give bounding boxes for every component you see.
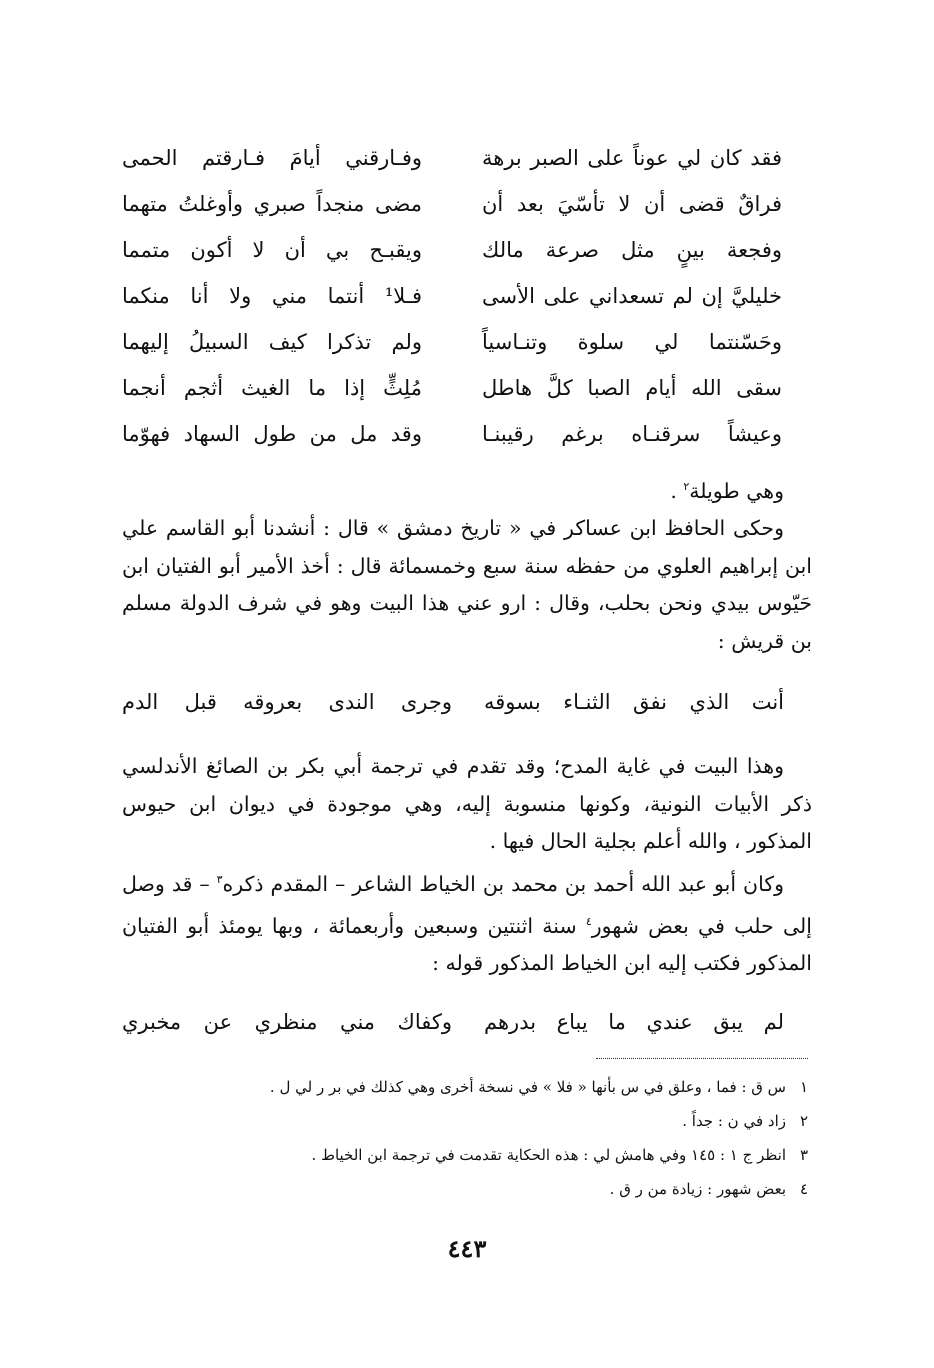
poem-verse bbox=[122, 227, 782, 273]
poem-verse bbox=[122, 135, 782, 181]
verse-second-hemistich: وقد مل من طول السهاد فهوّما bbox=[122, 422, 422, 446]
verse-second-hemistich: وكفاك مني منظري عن مخبري bbox=[122, 1010, 452, 1034]
verse-first-hemistich: فراقٌ قضى أن لا تأسّيَ بعد أن bbox=[482, 192, 782, 216]
verse-second-hemistich: ويقبـح بي أن لا أكون متمما bbox=[122, 238, 422, 262]
footnote-divider bbox=[596, 1058, 808, 1059]
verse-second-hemistich: ولم تذكرا كيف السبيلُ إليهما bbox=[122, 330, 422, 354]
footnote-text: انظر ج ١ : ١٤٥ وفي هامش لي : هذه الحكاية تقدمت في ترجمة ابن الخياط . bbox=[311, 1146, 786, 1164]
verse-first-hemistich: وعيشاً سرقنـاه برغم رقيبنـا bbox=[482, 422, 782, 446]
footnote-ref: ٤ bbox=[585, 914, 592, 928]
verse-first-hemistich: فقد كان لي عوناً على الصبر برهة bbox=[482, 146, 782, 170]
narrative-paragraph-1 bbox=[122, 468, 812, 660]
verse-first-hemistich: وحَسّنتما لي سلوة وتنـاسياً bbox=[482, 330, 782, 354]
footnote-text: س ق : فما ، وعلق في س بأنها « فلا » في نسخة أخرى وهي كذلك في بر ر لي ل . bbox=[269, 1078, 786, 1096]
footnote-text: بعض شهور : زيادة من ر ق . bbox=[609, 1180, 786, 1198]
footnote-number: ٤ bbox=[799, 1180, 808, 1198]
poem-verse bbox=[122, 319, 782, 365]
poem-block bbox=[122, 135, 782, 457]
verse-first-hemistich: خليليَّ إن لم تسعداني على الأسى bbox=[482, 284, 782, 308]
footnotes bbox=[122, 1070, 808, 1206]
verse-first-hemistich: أنت الذي نفق الثنـاء بسوقه bbox=[484, 690, 784, 714]
footnote-ref: ٢ bbox=[683, 480, 690, 493]
quoted-verse bbox=[122, 1002, 812, 1042]
verse-second-hemistich: مضى منجداً صبري وأوغلتُ متهما bbox=[122, 192, 422, 216]
footnote-text: زاد في ن : جداً . bbox=[682, 1112, 786, 1130]
paragraph-text: وكان أبو عبد الله أحمد بن محمد بن الخياط الشاعر – المقدم ذكره$^٣$ – قد وصل إلى حلب في بعض شهور$^٤$ سنة اثنتين وسبعين وأربعمائة ، وبها يومئذ أبو الفتيان المذكور فكتب إليه ابن الخياط المذكور قوله : bbox=[122, 871, 812, 976]
footnote bbox=[122, 1172, 808, 1206]
verse-first-hemistich: لم يبق عندي ما يباع بدرهم bbox=[484, 1010, 784, 1034]
footnote-ref: ٣ bbox=[216, 872, 223, 886]
page-number: ٤٤٣ bbox=[447, 1234, 487, 1263]
footnote bbox=[122, 1104, 808, 1138]
quoted-verse bbox=[122, 682, 812, 722]
verse-second-hemistich: وفـارقني أيامَ فـارقتم الحمى bbox=[122, 146, 422, 170]
paragraph-text: وحكى الحافظ ابن عساكر في « تاريخ دمشق » قال : أنشدنا أبو القاسم علي ابن إبراهيم العلوي من حفظه سنة سبع وخمسمائة قال : أخذ الأمير أبو الفتيان ابن حَيّوس بيدي ونحن بحلب، وقال : ارو عني هذا البيت وهو في شرف الدولة مسلم بن قريش : bbox=[122, 516, 812, 653]
narrative-paragraph-2 bbox=[122, 748, 812, 983]
footnote-number: ٣ bbox=[799, 1146, 808, 1164]
footnote bbox=[122, 1138, 808, 1172]
poem-verse bbox=[122, 273, 782, 319]
verse-second-hemistich: مُلِثٍّ إذا ما الغيث أثجم أنجما bbox=[122, 376, 422, 400]
verse-first-hemistich: سقى الله أيام الصبا كلَّ هاطل bbox=[482, 376, 782, 400]
footnote-number: ١ bbox=[799, 1078, 808, 1096]
paragraph-text: وهذا البيت في غاية المدح؛ وقد تقدم في ترجمة أبي بكر بن الصائغ الأندلسي ذكر الأبيات النونية، وكونها منسوبة إليه، وهي موجودة في ديوان ابن حيوس المذكور ، والله أعلم بجلية الحال فيها . bbox=[122, 754, 812, 853]
verse-second-hemistich: فـلا¹ أنتما مني ولا أنا منكما bbox=[122, 284, 422, 308]
poem-verse bbox=[122, 411, 782, 457]
verse-first-hemistich: وفجعة بينٍ مثل صرعة مالك bbox=[482, 238, 782, 262]
footnote-number: ٢ bbox=[799, 1112, 808, 1130]
poem-tail-note: وهي طويلة$^٢$ . bbox=[670, 478, 784, 503]
verse-second-hemistich: وجرى الندى بعروقه قبل الدم bbox=[122, 690, 452, 714]
poem-verse bbox=[122, 181, 782, 227]
footnote bbox=[122, 1070, 808, 1104]
poem-verse bbox=[122, 365, 782, 411]
